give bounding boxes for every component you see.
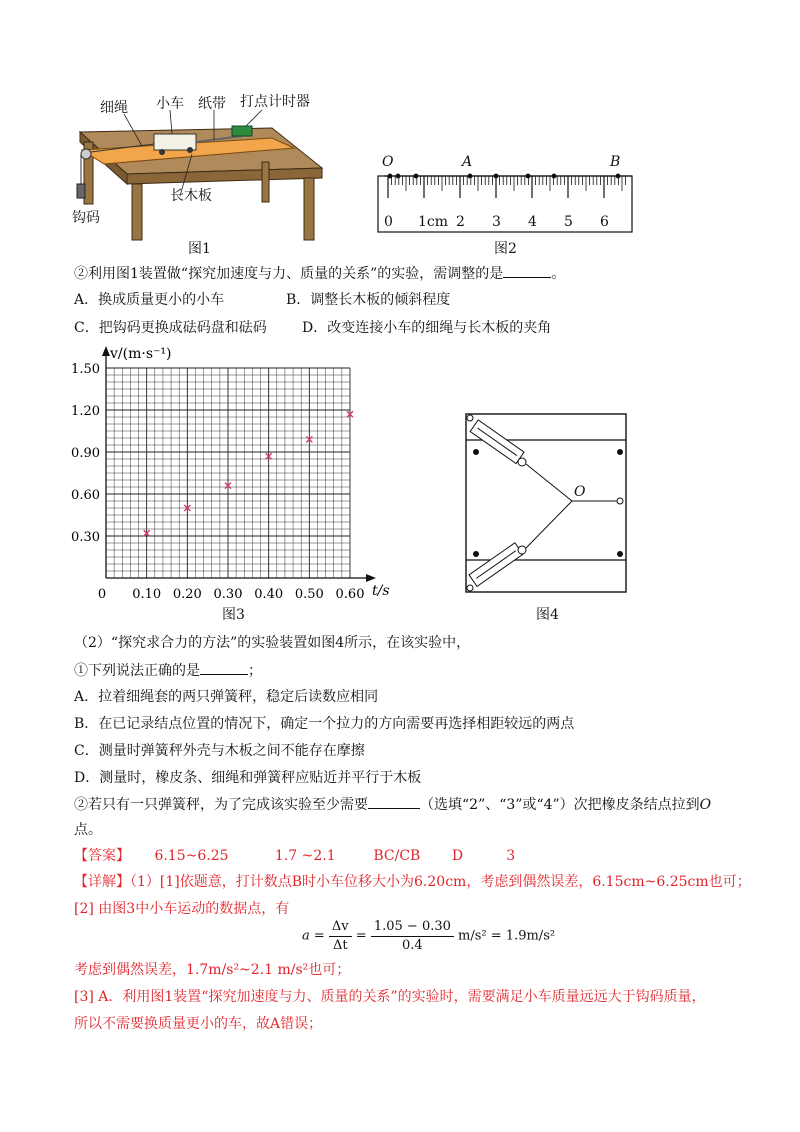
formula-unit: m/s² (458, 928, 487, 944)
part2-q2 (74, 794, 711, 815)
formula-den: 0.4 (402, 938, 423, 953)
answer-2: 1.7 ~2.1 (274, 848, 336, 864)
tick-0: 0 (384, 214, 393, 230)
answer-5: 3 (506, 848, 516, 864)
answer-label: 【答案】 (74, 848, 130, 864)
point-A: A (462, 154, 473, 170)
part2-q2-stem: ②若只有一只弹簧秤，为了完成该实验至少需要 (74, 797, 368, 813)
q2-stem (74, 263, 565, 284)
part2-intro: （2）“探究求合力的方法”的实验装置如图4所示，在该实验中， (74, 635, 471, 651)
tape-dot (616, 174, 621, 179)
label-tape: 纸带 (198, 96, 226, 112)
tick-3: 3 (492, 214, 501, 230)
data-points (144, 411, 353, 536)
part2-option-c: C．测量时弹簧秤外壳与木板之间不能存在摩擦 (74, 743, 365, 759)
detail-text-1: （1）[1]依题意，打计数点B时小车位移大小为6.20cm，考虑到偶然误差，6.15cm~6.25cm也可； (130, 874, 751, 890)
q2-option-d: D．改变连接小车的细绳与长木板的夹角 (302, 320, 552, 336)
x-axis-label: t/s (372, 583, 390, 599)
part2-q1 (74, 660, 262, 681)
detail-line2: [2] 由图3中小车运动的数据点，有 (74, 901, 290, 917)
formula-dv: Δv (329, 918, 352, 937)
part2-q1-stem: ①下列说法正确的是 (74, 663, 200, 679)
y-tick-label: 0.90 (71, 446, 100, 461)
tick-4: 4 (528, 214, 537, 230)
detail-line5: 所以不需要换质量更小的车，故A错误； (74, 1016, 323, 1032)
detail-line1 (74, 872, 751, 892)
q2-option-c: C．把钩码更换成砝码盘和砝码 (74, 320, 267, 336)
y-axis-label: v/(m·s⁻¹) (110, 346, 172, 362)
y-tick-label: 0.30 (71, 530, 100, 545)
figure4-drawing (460, 410, 640, 600)
figure3-chart (60, 340, 400, 610)
y-tick-labels (71, 362, 100, 545)
part2-q2-O: O (699, 797, 712, 813)
tick-1: 1cm (418, 214, 449, 230)
y-tick-label: 1.20 (71, 404, 100, 419)
label-weight: 钩码 (72, 210, 100, 226)
tick-2: 2 (456, 214, 465, 230)
v-t-chart (60, 340, 400, 610)
x-tick-label: 0.40 (254, 587, 284, 602)
tape-dot (494, 174, 499, 179)
y-axis-arrow (102, 346, 110, 356)
x-tick-label: 0 (97, 587, 107, 602)
formula-dt: Δt (332, 938, 348, 953)
label-board: 长木板 (170, 188, 212, 204)
tape-dot (388, 174, 393, 179)
tape-dot (414, 174, 419, 179)
ruler-body (378, 176, 632, 232)
formula-result: = 1.9m/s² (490, 928, 556, 944)
part2-option-b: B．在已记录结点位置的情况下，确定一个拉力的方向需要再选择相距较远的两点 (74, 716, 575, 732)
tick-6: 6 (600, 214, 609, 230)
part2-option-d: D．测量时，橡皮条、细绳和弹簧秤应贴近并平行于木板 (74, 770, 422, 786)
q2-stem-text: ②利用图1装置做“探究加速度与力、质量的关系”的实验，需调整的是 (74, 266, 504, 282)
detail-label: 【详解】 (74, 874, 130, 890)
x-tick-label: 0.50 (294, 587, 324, 602)
chart-axes (102, 346, 376, 582)
figure3-caption: 图3 (222, 607, 245, 623)
figure2-caption: 图2 (494, 241, 517, 257)
answer-3: BC/CB (373, 848, 421, 864)
tape-dot (552, 174, 557, 179)
point-B: B (610, 154, 621, 170)
tick-5: 5 (564, 214, 573, 230)
figure1-caption: 图1 (188, 241, 211, 257)
y-tick-label: 1.50 (71, 362, 100, 377)
figure1 (72, 92, 332, 242)
figure4 (460, 410, 640, 600)
x-tick-label: 0.60 (335, 587, 365, 602)
chart-grid (106, 368, 350, 578)
label-rope: 细绳 (100, 100, 128, 116)
label-timer: 打点计时器 (240, 94, 310, 110)
point-O: O (382, 154, 394, 170)
detail-line4: [3] A．利用图1装置“探究加速度与力、质量的关系”的实验时，需要满足小车质量远远大于钩码质量， (74, 989, 706, 1005)
q2-stem-end: 。 (551, 266, 566, 282)
formula: a = $\frac{\Delta v}{\Delta t}$ = $\frac{1.05 - 0.30}{0.4}$ m/s² = 1.9m/s² (302, 919, 556, 953)
x-tick-label: 0.10 (132, 587, 162, 602)
x-tick-label: 0.20 (172, 587, 202, 602)
tape-dot (396, 174, 401, 179)
x-tick-labels (98, 587, 365, 602)
y-tick-label: 0.60 (71, 488, 100, 503)
answer-blank[interactable] (200, 660, 248, 675)
label-cart: 小车 (156, 96, 184, 112)
answer-4: D (451, 848, 464, 864)
q2-option-a: A．换成质量更小的小车 (74, 292, 225, 308)
part2-q2-end: 点。 (74, 822, 102, 838)
formula-num: 1.05 − 0.30 (371, 918, 454, 937)
tape-dot (526, 174, 531, 179)
point-O-fig4: O (574, 484, 586, 500)
formula-dv-dt (329, 918, 352, 955)
x-axis-arrow (366, 574, 376, 582)
tape-dot (468, 174, 473, 179)
answer-blank[interactable] (503, 263, 551, 278)
part2-q1-end: ； (248, 663, 262, 679)
ruler-drawing (374, 156, 634, 236)
q2-option-b: B．调整长木板的倾斜程度 (286, 292, 451, 308)
figure2 (374, 156, 634, 236)
formula-fraction (371, 918, 454, 955)
x-tick-label: 0.30 (213, 587, 243, 602)
part2-q2-mid: （选填“2”、“3”或“4”）次把橡皮条结点拉到 (420, 797, 700, 813)
part2-option-a: A．拉着细绳套的两只弹簧秤，稳定后读数应相同 (74, 689, 379, 705)
figure4-caption: 图4 (536, 607, 559, 623)
detail-line3: 考虑到偶然误差，1.7m/s²~2.1 m/s²也可； (74, 962, 351, 978)
answer-1: 6.15~6.25 (154, 848, 229, 864)
formula-lhs: a = (302, 928, 325, 944)
answer-line (74, 846, 515, 866)
answer-blank[interactable] (368, 794, 420, 809)
